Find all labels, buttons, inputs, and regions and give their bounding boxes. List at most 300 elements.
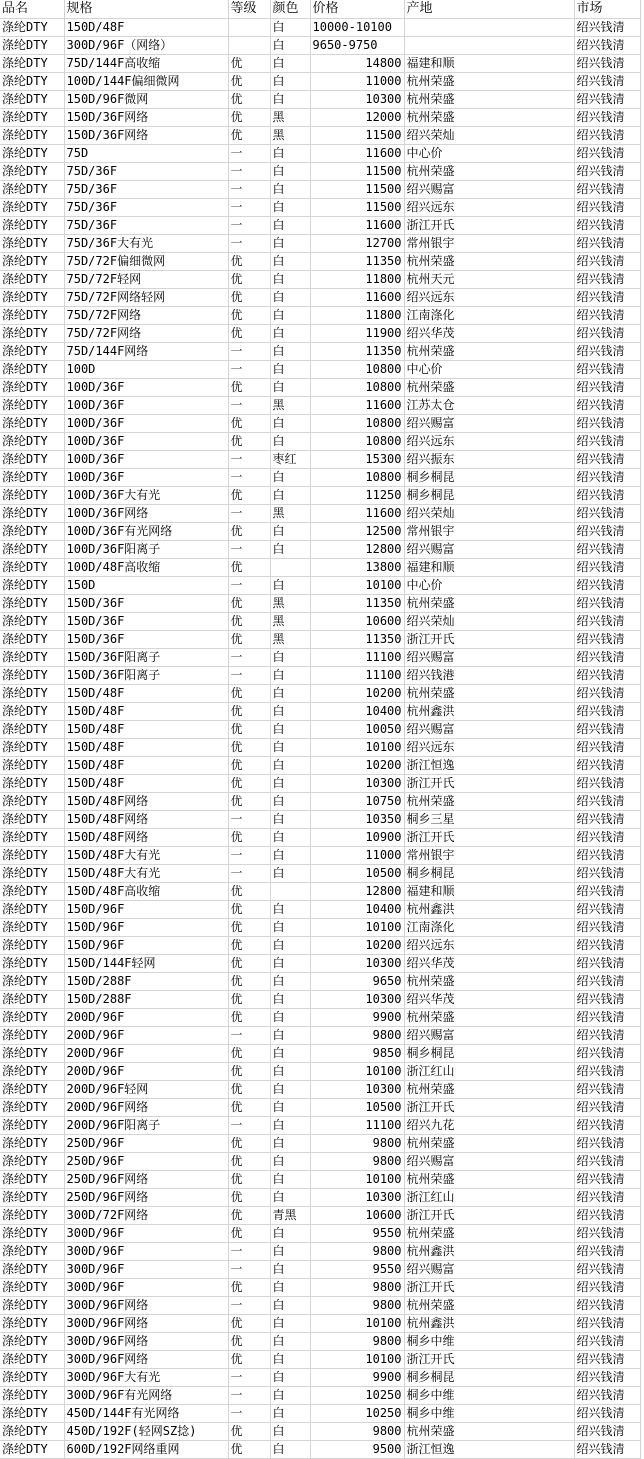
cell-product[interactable]: 涤纶DTY (0, 234, 64, 252)
cell-product[interactable]: 涤纶DTY (0, 1152, 64, 1170)
cell-color[interactable]: 白 (270, 522, 310, 540)
cell-price[interactable]: 12700 (310, 234, 404, 252)
cell-spec[interactable]: 100D/36F (64, 378, 228, 396)
cell-origin[interactable]: 绍兴赐富 (404, 720, 574, 738)
cell-origin[interactable]: 浙江开氏 (404, 1350, 574, 1368)
cell-product[interactable]: 涤纶DTY (0, 666, 64, 684)
cell-origin[interactable]: 杭州荣盛 (404, 792, 574, 810)
cell-color[interactable]: 白 (270, 1242, 310, 1260)
cell-origin[interactable]: 绍兴赐富 (404, 1260, 574, 1278)
cell-product[interactable]: 涤纶DTY (0, 558, 64, 576)
cell-market[interactable]: 绍兴钱清 (574, 144, 640, 162)
cell-origin[interactable]: 绍兴赐富 (404, 1152, 574, 1170)
cell-product[interactable]: 涤纶DTY (0, 846, 64, 864)
cell-grade[interactable]: 优 (228, 1044, 270, 1062)
cell-market[interactable]: 绍兴钱清 (574, 1314, 640, 1332)
cell-color[interactable]: 白 (270, 1422, 310, 1440)
cell-market[interactable]: 绍兴钱清 (574, 1260, 640, 1278)
cell-market[interactable]: 绍兴钱清 (574, 252, 640, 270)
cell-product[interactable]: 涤纶DTY (0, 1368, 64, 1386)
cell-spec[interactable]: 75D/72F网络 (64, 306, 228, 324)
cell-market[interactable]: 绍兴钱清 (574, 648, 640, 666)
cell-origin[interactable]: 桐乡中维 (404, 1332, 574, 1350)
cell-origin[interactable]: 杭州鑫洪 (404, 900, 574, 918)
cell-grade[interactable]: 优 (228, 1422, 270, 1440)
cell-origin[interactable]: 绍兴赐富 (404, 648, 574, 666)
cell-spec[interactable]: 100D/36F (64, 432, 228, 450)
cell-origin[interactable]: 绍兴远东 (404, 288, 574, 306)
cell-product[interactable]: 涤纶DTY (0, 1440, 64, 1458)
cell-origin[interactable]: 杭州荣盛 (404, 684, 574, 702)
cell-price[interactable]: 11000 (310, 846, 404, 864)
cell-origin[interactable]: 杭州鑫洪 (404, 1314, 574, 1332)
cell-grade[interactable]: 优 (228, 1206, 270, 1224)
cell-grade[interactable]: 优 (228, 918, 270, 936)
cell-grade[interactable]: 一 (228, 846, 270, 864)
cell-price[interactable]: 10800 (310, 414, 404, 432)
cell-color[interactable]: 白 (270, 414, 310, 432)
cell-grade[interactable]: 优 (228, 882, 270, 900)
cell-product[interactable]: 涤纶DTY (0, 1080, 64, 1098)
cell-price[interactable]: 10100 (310, 1062, 404, 1080)
cell-spec[interactable]: 150D/48F高收缩 (64, 882, 228, 900)
cell-origin[interactable]: 杭州荣盛 (404, 1008, 574, 1026)
cell-origin[interactable]: 杭州鑫洪 (404, 1242, 574, 1260)
cell-spec[interactable]: 75D/72F轻网 (64, 270, 228, 288)
cell-color[interactable]: 白 (270, 936, 310, 954)
cell-price[interactable]: 10100 (310, 1170, 404, 1188)
cell-origin[interactable]: 浙江开氏 (404, 828, 574, 846)
cell-product[interactable]: 涤纶DTY (0, 288, 64, 306)
cell-market[interactable]: 绍兴钱清 (574, 864, 640, 882)
cell-product[interactable]: 涤纶DTY (0, 720, 64, 738)
cell-spec[interactable]: 100D/144F偏细微网 (64, 72, 228, 90)
cell-grade[interactable]: 优 (228, 1134, 270, 1152)
cell-price[interactable]: 10500 (310, 864, 404, 882)
cell-price[interactable]: 11250 (310, 486, 404, 504)
cell-price[interactable]: 11500 (310, 126, 404, 144)
cell-origin[interactable]: 桐乡桐昆 (404, 468, 574, 486)
cell-origin[interactable]: 绍兴远东 (404, 738, 574, 756)
cell-spec[interactable]: 150D/288F (64, 990, 228, 1008)
cell-market[interactable]: 绍兴钱清 (574, 738, 640, 756)
cell-origin[interactable] (404, 36, 574, 54)
cell-spec[interactable]: 150D/36F (64, 594, 228, 612)
cell-spec[interactable]: 200D/96F阳离子 (64, 1116, 228, 1134)
cell-origin[interactable]: 杭州荣盛 (404, 1170, 574, 1188)
cell-color[interactable]: 白 (270, 1368, 310, 1386)
header-spec[interactable]: 规格 (64, 0, 228, 18)
cell-grade[interactable]: 一 (228, 648, 270, 666)
cell-grade[interactable]: 优 (228, 1098, 270, 1116)
cell-grade[interactable]: 优 (228, 54, 270, 72)
cell-origin[interactable]: 福建和顺 (404, 882, 574, 900)
cell-product[interactable]: 涤纶DTY (0, 1314, 64, 1332)
cell-market[interactable]: 绍兴钱清 (574, 162, 640, 180)
cell-market[interactable]: 绍兴钱清 (574, 900, 640, 918)
cell-color[interactable]: 白 (270, 1260, 310, 1278)
cell-origin[interactable]: 常州银宇 (404, 846, 574, 864)
header-color[interactable]: 颜色 (270, 0, 310, 18)
cell-color[interactable]: 白 (270, 648, 310, 666)
cell-origin[interactable]: 江苏太仓 (404, 396, 574, 414)
cell-price[interactable]: 11800 (310, 270, 404, 288)
cell-price[interactable]: 11350 (310, 630, 404, 648)
cell-product[interactable]: 涤纶DTY (0, 144, 64, 162)
cell-price[interactable]: 10100 (310, 1350, 404, 1368)
cell-spec[interactable]: 200D/96F网络 (64, 1098, 228, 1116)
cell-origin[interactable]: 杭州荣盛 (404, 1080, 574, 1098)
cell-spec[interactable]: 150D/36F阳离子 (64, 648, 228, 666)
cell-spec[interactable]: 300D/96F（网络） (64, 36, 228, 54)
cell-spec[interactable]: 150D/36F网络 (64, 108, 228, 126)
cell-price[interactable]: 9800 (310, 1152, 404, 1170)
cell-market[interactable]: 绍兴钱清 (574, 1116, 640, 1134)
cell-product[interactable]: 涤纶DTY (0, 612, 64, 630)
cell-product[interactable]: 涤纶DTY (0, 432, 64, 450)
cell-color[interactable]: 白 (270, 324, 310, 342)
cell-grade[interactable]: 优 (228, 1170, 270, 1188)
cell-market[interactable]: 绍兴钱清 (574, 1242, 640, 1260)
cell-spec[interactable]: 75D/144F网络 (64, 342, 228, 360)
cell-grade[interactable]: 优 (228, 1332, 270, 1350)
cell-origin[interactable]: 浙江开氏 (404, 1098, 574, 1116)
cell-price[interactable]: 10100 (310, 918, 404, 936)
cell-product[interactable]: 涤纶DTY (0, 378, 64, 396)
cell-price[interactable]: 11500 (310, 198, 404, 216)
cell-spec[interactable]: 200D/96F (64, 1008, 228, 1026)
cell-color[interactable]: 白 (270, 1278, 310, 1296)
cell-grade[interactable] (228, 36, 270, 54)
cell-market[interactable]: 绍兴钱清 (574, 486, 640, 504)
cell-origin[interactable]: 杭州荣盛 (404, 972, 574, 990)
cell-product[interactable]: 涤纶DTY (0, 738, 64, 756)
cell-spec[interactable]: 100D/36F有光网络 (64, 522, 228, 540)
cell-price[interactable]: 9850 (310, 1044, 404, 1062)
cell-spec[interactable]: 250D/96F网络 (64, 1188, 228, 1206)
cell-grade[interactable]: 优 (228, 522, 270, 540)
cell-color[interactable]: 白 (270, 1350, 310, 1368)
cell-color[interactable]: 白 (270, 270, 310, 288)
cell-market[interactable]: 绍兴钱清 (574, 594, 640, 612)
cell-market[interactable]: 绍兴钱清 (574, 1278, 640, 1296)
cell-product[interactable]: 涤纶DTY (0, 162, 64, 180)
cell-color[interactable]: 黑 (270, 126, 310, 144)
cell-spec[interactable]: 450D/144F有光网络 (64, 1404, 228, 1422)
cell-spec[interactable]: 250D/96F (64, 1134, 228, 1152)
cell-price[interactable]: 10400 (310, 900, 404, 918)
cell-market[interactable]: 绍兴钱清 (574, 360, 640, 378)
cell-color[interactable]: 白 (270, 468, 310, 486)
cell-origin[interactable]: 浙江开氏 (404, 1206, 574, 1224)
cell-grade[interactable]: 优 (228, 108, 270, 126)
cell-price[interactable]: 13800 (310, 558, 404, 576)
cell-grade[interactable]: 一 (228, 1026, 270, 1044)
cell-color[interactable]: 黑 (270, 594, 310, 612)
cell-price[interactable]: 9550 (310, 1224, 404, 1242)
cell-price[interactable]: 10100 (310, 576, 404, 594)
cell-color[interactable]: 白 (270, 1026, 310, 1044)
cell-origin[interactable]: 绍兴华茂 (404, 954, 574, 972)
cell-product[interactable]: 涤纶DTY (0, 396, 64, 414)
cell-origin[interactable]: 桐乡三星 (404, 810, 574, 828)
cell-market[interactable]: 绍兴钱清 (574, 108, 640, 126)
cell-grade[interactable]: 一 (228, 1404, 270, 1422)
cell-grade[interactable] (228, 18, 270, 36)
cell-grade[interactable]: 优 (228, 972, 270, 990)
cell-color[interactable]: 白 (270, 954, 310, 972)
cell-price[interactable]: 15300 (310, 450, 404, 468)
cell-spec[interactable]: 300D/96F大有光 (64, 1368, 228, 1386)
cell-market[interactable]: 绍兴钱清 (574, 936, 640, 954)
cell-spec[interactable]: 150D/288F (64, 972, 228, 990)
cell-origin[interactable]: 绍兴荣灿 (404, 612, 574, 630)
cell-origin[interactable]: 绍兴赐富 (404, 540, 574, 558)
cell-price[interactable]: 10600 (310, 1206, 404, 1224)
cell-color[interactable]: 白 (270, 36, 310, 54)
cell-market[interactable]: 绍兴钱清 (574, 558, 640, 576)
cell-price[interactable]: 9800 (310, 1278, 404, 1296)
cell-market[interactable]: 绍兴钱清 (574, 288, 640, 306)
cell-color[interactable]: 白 (270, 162, 310, 180)
cell-price[interactable]: 10800 (310, 432, 404, 450)
cell-color[interactable]: 白 (270, 1080, 310, 1098)
cell-market[interactable]: 绍兴钱清 (574, 954, 640, 972)
cell-product[interactable]: 涤纶DTY (0, 1026, 64, 1044)
cell-spec[interactable]: 200D/96F (64, 1044, 228, 1062)
cell-origin[interactable]: 杭州荣盛 (404, 1134, 574, 1152)
cell-grade[interactable]: 优 (228, 558, 270, 576)
cell-spec[interactable]: 150D/48F (64, 738, 228, 756)
cell-grade[interactable]: 一 (228, 810, 270, 828)
cell-market[interactable]: 绍兴钱清 (574, 1296, 640, 1314)
cell-color[interactable]: 白 (270, 378, 310, 396)
cell-color[interactable]: 白 (270, 1188, 310, 1206)
cell-market[interactable]: 绍兴钱清 (574, 1188, 640, 1206)
cell-color[interactable] (270, 882, 310, 900)
cell-product[interactable]: 涤纶DTY (0, 1188, 64, 1206)
cell-product[interactable]: 涤纶DTY (0, 1008, 64, 1026)
cell-market[interactable]: 绍兴钱清 (574, 756, 640, 774)
cell-color[interactable]: 白 (270, 540, 310, 558)
cell-color[interactable]: 白 (270, 72, 310, 90)
cell-spec[interactable]: 100D/36F (64, 414, 228, 432)
cell-spec[interactable]: 150D/36F (64, 612, 228, 630)
cell-origin[interactable]: 杭州荣盛 (404, 72, 574, 90)
cell-spec[interactable]: 150D/48F (64, 684, 228, 702)
cell-product[interactable]: 涤纶DTY (0, 810, 64, 828)
cell-origin[interactable]: 绍兴荣灿 (404, 126, 574, 144)
cell-origin[interactable]: 桐乡中维 (404, 1386, 574, 1404)
cell-grade[interactable]: 优 (228, 252, 270, 270)
cell-market[interactable]: 绍兴钱清 (574, 1098, 640, 1116)
cell-grade[interactable]: 一 (228, 144, 270, 162)
cell-product[interactable]: 涤纶DTY (0, 450, 64, 468)
cell-grade[interactable]: 一 (228, 540, 270, 558)
cell-product[interactable]: 涤纶DTY (0, 1260, 64, 1278)
cell-product[interactable]: 涤纶DTY (0, 1242, 64, 1260)
cell-price[interactable]: 10500 (310, 1098, 404, 1116)
cell-origin[interactable]: 杭州荣盛 (404, 342, 574, 360)
cell-price[interactable]: 9800 (310, 1026, 404, 1044)
cell-color[interactable]: 白 (270, 1008, 310, 1026)
cell-color[interactable]: 白 (270, 1062, 310, 1080)
cell-color[interactable]: 白 (270, 702, 310, 720)
cell-market[interactable]: 绍兴钱清 (574, 90, 640, 108)
cell-price[interactable]: 9800 (310, 1242, 404, 1260)
header-market[interactable]: 市场 (574, 0, 640, 18)
cell-spec[interactable]: 75D (64, 144, 228, 162)
cell-grade[interactable]: 优 (228, 1314, 270, 1332)
cell-product[interactable]: 涤纶DTY (0, 1170, 64, 1188)
cell-color[interactable]: 白 (270, 288, 310, 306)
cell-spec[interactable]: 300D/96F网络 (64, 1332, 228, 1350)
cell-product[interactable]: 涤纶DTY (0, 972, 64, 990)
cell-product[interactable]: 涤纶DTY (0, 108, 64, 126)
cell-price[interactable]: 12800 (310, 882, 404, 900)
cell-product[interactable]: 涤纶DTY (0, 594, 64, 612)
cell-origin[interactable]: 绍兴赐富 (404, 414, 574, 432)
cell-spec[interactable]: 150D/96F (64, 900, 228, 918)
cell-market[interactable]: 绍兴钱清 (574, 684, 640, 702)
cell-price[interactable]: 11500 (310, 162, 404, 180)
cell-origin[interactable]: 杭州荣盛 (404, 108, 574, 126)
cell-market[interactable]: 绍兴钱清 (574, 1170, 640, 1188)
cell-product[interactable]: 涤纶DTY (0, 486, 64, 504)
cell-color[interactable]: 白 (270, 1116, 310, 1134)
cell-price[interactable]: 10300 (310, 954, 404, 972)
cell-market[interactable]: 绍兴钱清 (574, 324, 640, 342)
cell-product[interactable]: 涤纶DTY (0, 198, 64, 216)
cell-color[interactable]: 白 (270, 972, 310, 990)
cell-price[interactable]: 10200 (310, 684, 404, 702)
cell-market[interactable]: 绍兴钱清 (574, 846, 640, 864)
cell-price[interactable]: 11350 (310, 342, 404, 360)
cell-market[interactable]: 绍兴钱清 (574, 828, 640, 846)
cell-grade[interactable]: 一 (228, 864, 270, 882)
cell-price[interactable]: 11600 (310, 216, 404, 234)
cell-market[interactable]: 绍兴钱清 (574, 792, 640, 810)
cell-market[interactable]: 绍兴钱清 (574, 1026, 640, 1044)
cell-product[interactable]: 涤纶DTY (0, 522, 64, 540)
cell-market[interactable]: 绍兴钱清 (574, 396, 640, 414)
cell-price[interactable]: 10750 (310, 792, 404, 810)
cell-origin[interactable]: 杭州天元 (404, 270, 574, 288)
cell-grade[interactable]: 优 (228, 630, 270, 648)
cell-spec[interactable]: 150D/96F (64, 936, 228, 954)
cell-color[interactable]: 白 (270, 198, 310, 216)
cell-grade[interactable]: 一 (228, 468, 270, 486)
cell-color[interactable]: 白 (270, 738, 310, 756)
cell-origin[interactable]: 绍兴远东 (404, 936, 574, 954)
cell-color[interactable]: 白 (270, 720, 310, 738)
cell-product[interactable]: 涤纶DTY (0, 684, 64, 702)
cell-grade[interactable]: 一 (228, 216, 270, 234)
cell-market[interactable]: 绍兴钱清 (574, 342, 640, 360)
cell-color[interactable]: 白 (270, 684, 310, 702)
cell-grade[interactable]: 优 (228, 900, 270, 918)
cell-color[interactable]: 白 (270, 1152, 310, 1170)
cell-grade[interactable]: 一 (228, 1260, 270, 1278)
cell-origin[interactable]: 绍兴九花 (404, 1116, 574, 1134)
cell-price[interactable]: 11350 (310, 594, 404, 612)
cell-price[interactable]: 10900 (310, 828, 404, 846)
cell-product[interactable]: 涤纶DTY (0, 270, 64, 288)
cell-spec[interactable]: 150D/48F网络 (64, 828, 228, 846)
cell-price[interactable]: 12000 (310, 108, 404, 126)
cell-spec[interactable]: 150D/36F阳离子 (64, 666, 228, 684)
cell-market[interactable]: 绍兴钱清 (574, 216, 640, 234)
cell-market[interactable]: 绍兴钱清 (574, 666, 640, 684)
cell-origin[interactable]: 桐乡中维 (404, 1404, 574, 1422)
cell-spec[interactable]: 150D/36F网络 (64, 126, 228, 144)
cell-market[interactable]: 绍兴钱清 (574, 1332, 640, 1350)
cell-market[interactable]: 绍兴钱清 (574, 18, 640, 36)
cell-product[interactable]: 涤纶DTY (0, 1206, 64, 1224)
cell-color[interactable]: 白 (270, 360, 310, 378)
cell-price[interactable]: 10200 (310, 756, 404, 774)
cell-origin[interactable]: 常州银宇 (404, 234, 574, 252)
cell-spec[interactable]: 150D/48F (64, 702, 228, 720)
cell-market[interactable]: 绍兴钱清 (574, 54, 640, 72)
cell-spec[interactable]: 150D (64, 576, 228, 594)
cell-product[interactable]: 涤纶DTY (0, 540, 64, 558)
cell-price[interactable]: 9800 (310, 1422, 404, 1440)
cell-market[interactable]: 绍兴钱清 (574, 1134, 640, 1152)
cell-grade[interactable]: 优 (228, 1062, 270, 1080)
cell-grade[interactable]: 优 (228, 990, 270, 1008)
cell-color[interactable]: 黑 (270, 396, 310, 414)
cell-market[interactable]: 绍兴钱清 (574, 1044, 640, 1062)
cell-price[interactable]: 10000-10100 (310, 18, 404, 36)
cell-market[interactable]: 绍兴钱清 (574, 72, 640, 90)
cell-market[interactable]: 绍兴钱清 (574, 234, 640, 252)
cell-origin[interactable] (404, 18, 574, 36)
cell-origin[interactable]: 江南涤化 (404, 306, 574, 324)
cell-product[interactable]: 涤纶DTY (0, 306, 64, 324)
cell-spec[interactable]: 300D/96F (64, 1260, 228, 1278)
cell-price[interactable]: 9900 (310, 1368, 404, 1386)
cell-spec[interactable]: 100D/36F阳离子 (64, 540, 228, 558)
cell-grade[interactable]: 一 (228, 1386, 270, 1404)
cell-price[interactable]: 10250 (310, 1386, 404, 1404)
cell-spec[interactable]: 200D/96F (64, 1026, 228, 1044)
cell-spec[interactable]: 150D/48F网络 (64, 792, 228, 810)
cell-product[interactable]: 涤纶DTY (0, 252, 64, 270)
cell-market[interactable]: 绍兴钱清 (574, 504, 640, 522)
cell-market[interactable]: 绍兴钱清 (574, 180, 640, 198)
cell-price[interactable]: 10300 (310, 1080, 404, 1098)
cell-origin[interactable]: 杭州荣盛 (404, 594, 574, 612)
cell-grade[interactable]: 优 (228, 1080, 270, 1098)
cell-price[interactable]: 10800 (310, 360, 404, 378)
cell-origin[interactable]: 桐乡桐昆 (404, 486, 574, 504)
cell-price[interactable]: 11000 (310, 72, 404, 90)
cell-price[interactable]: 11100 (310, 648, 404, 666)
cell-color[interactable]: 白 (270, 918, 310, 936)
cell-spec[interactable]: 150D/48F (64, 774, 228, 792)
cell-market[interactable]: 绍兴钱清 (574, 1224, 640, 1242)
cell-market[interactable]: 绍兴钱清 (574, 1350, 640, 1368)
cell-color[interactable]: 白 (270, 990, 310, 1008)
cell-price[interactable]: 9550 (310, 1260, 404, 1278)
cell-market[interactable]: 绍兴钱清 (574, 1368, 640, 1386)
cell-color[interactable]: 白 (270, 234, 310, 252)
cell-product[interactable]: 涤纶DTY (0, 864, 64, 882)
cell-price[interactable]: 10250 (310, 1404, 404, 1422)
cell-color[interactable]: 白 (270, 216, 310, 234)
cell-grade[interactable]: 一 (228, 1116, 270, 1134)
